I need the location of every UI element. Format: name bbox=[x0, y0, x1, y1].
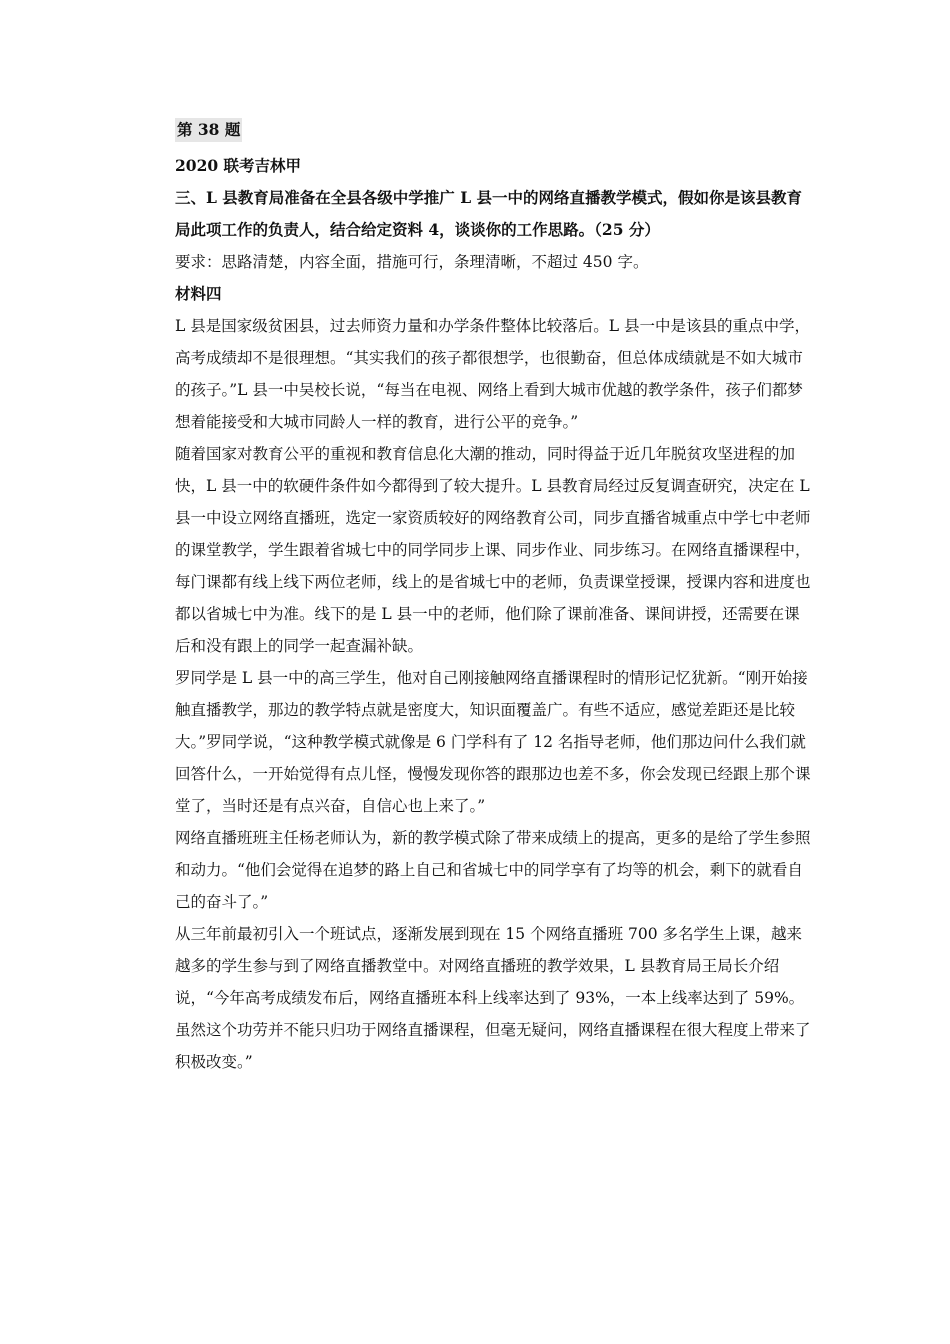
question-number-row bbox=[175, 118, 815, 150]
question-number: 第 38 题 bbox=[175, 118, 242, 142]
material-paragraph: 网络直播班班主任杨老师认为，新的教学模式除了带来成绩上的提高，更多的是给了学生参照和动力。“他们会觉得在追梦的路上自己和省城七中的同学享有了均等的机会，剩下的就看自己的奋斗了。” bbox=[175, 829, 811, 911]
material-paragraph: 从三年前最初引入一个班试点，逐渐发展到现在 15 个网络直播班 700 多名学生上课，越来越多的学生参与到了网络直播教堂中。对网络直播班的教学效果，L 县教育局王局长介绍说，“今年高考成绩发布后，网络直播班本科上线率达到了 93%，一本上线率达到了 59%。虽然这个功劳并不能只归功于网络直播课程，但毫无疑问，网络直播课程在很大程度上带来了积极改变。” bbox=[175, 925, 811, 1071]
material-paragraph: L 县是国家级贫困县，过去师资力量和办学条件整体比较落后。L 县一中是该县的重点中学，高考成绩却不是很理想。“其实我们的孩子都很想学，也很勤奋，但总体成绩就是不如大城市的孩子。”L 县一中吴校长说，“每当在电视、网络上看到大城市优越的教学条件，孩子们都梦想着能接受和大城市同龄人一样的教育，进行公平的竞争。” bbox=[175, 317, 810, 431]
material-paragraph: 罗同学是 L 县一中的高三学生，他对自己刚接触网络直播课程时的情形记忆犹新。“刚开始接触直播教学，那边的教学特点就是密度大，知识面覆盖广。有些不适应，感觉差距还是比较大。”罗同学说，“这种教学模式就像是 6 门学科有了 12 名指导老师，他们那边问什么我们就回答什么，一开始觉得有点儿怪，慢慢发现你答的跟那边也差不多，你会发现已经跟上那个课堂了，当时还是有点兴奋，自信心也上来了。” bbox=[175, 669, 811, 815]
material-paragraph: 随着国家对教育公平的重视和教育信息化大潮的推动，同时得益于近几年脱贫攻坚进程的加快，L 县一中的软硬件条件如今都得到了较大提升。L 县教育局经过反复调查研究，决定在 L 县一中设立网络直播班，选定一家资质较好的网络教育公司，同步直播省城重点中学七中老师的课堂教学，学生跟着省城七中的同学同步上课、同步作业、同步练习。在网络直播课程中，每门课都有线上线下两位老师，线上的是省城七中的老师，负责课堂授课，授课内容和进度也都以省城七中为准。线下的是 L 县一中的老师，他们除了课前准备、课间讲授，还需要在课后和没有跟上的同学一起查漏补缺。 bbox=[175, 445, 811, 655]
question-text: 三、L 县教育局准备在全县各级中学推广 L 县一中的网络直播教学模式，假如你是该县教育局此项工作的负责人，结合给定资料 4，谈谈你的工作思路。（25 分） bbox=[175, 188, 802, 239]
requirement-text: 要求：思路清楚，内容全面，措施可行，条理清晰，不超过 450 字。 bbox=[175, 253, 649, 271]
exam-source: 2020 联考吉林甲 bbox=[175, 156, 302, 175]
material-title: 材料四 bbox=[175, 284, 222, 303]
document-content bbox=[175, 118, 815, 1078]
